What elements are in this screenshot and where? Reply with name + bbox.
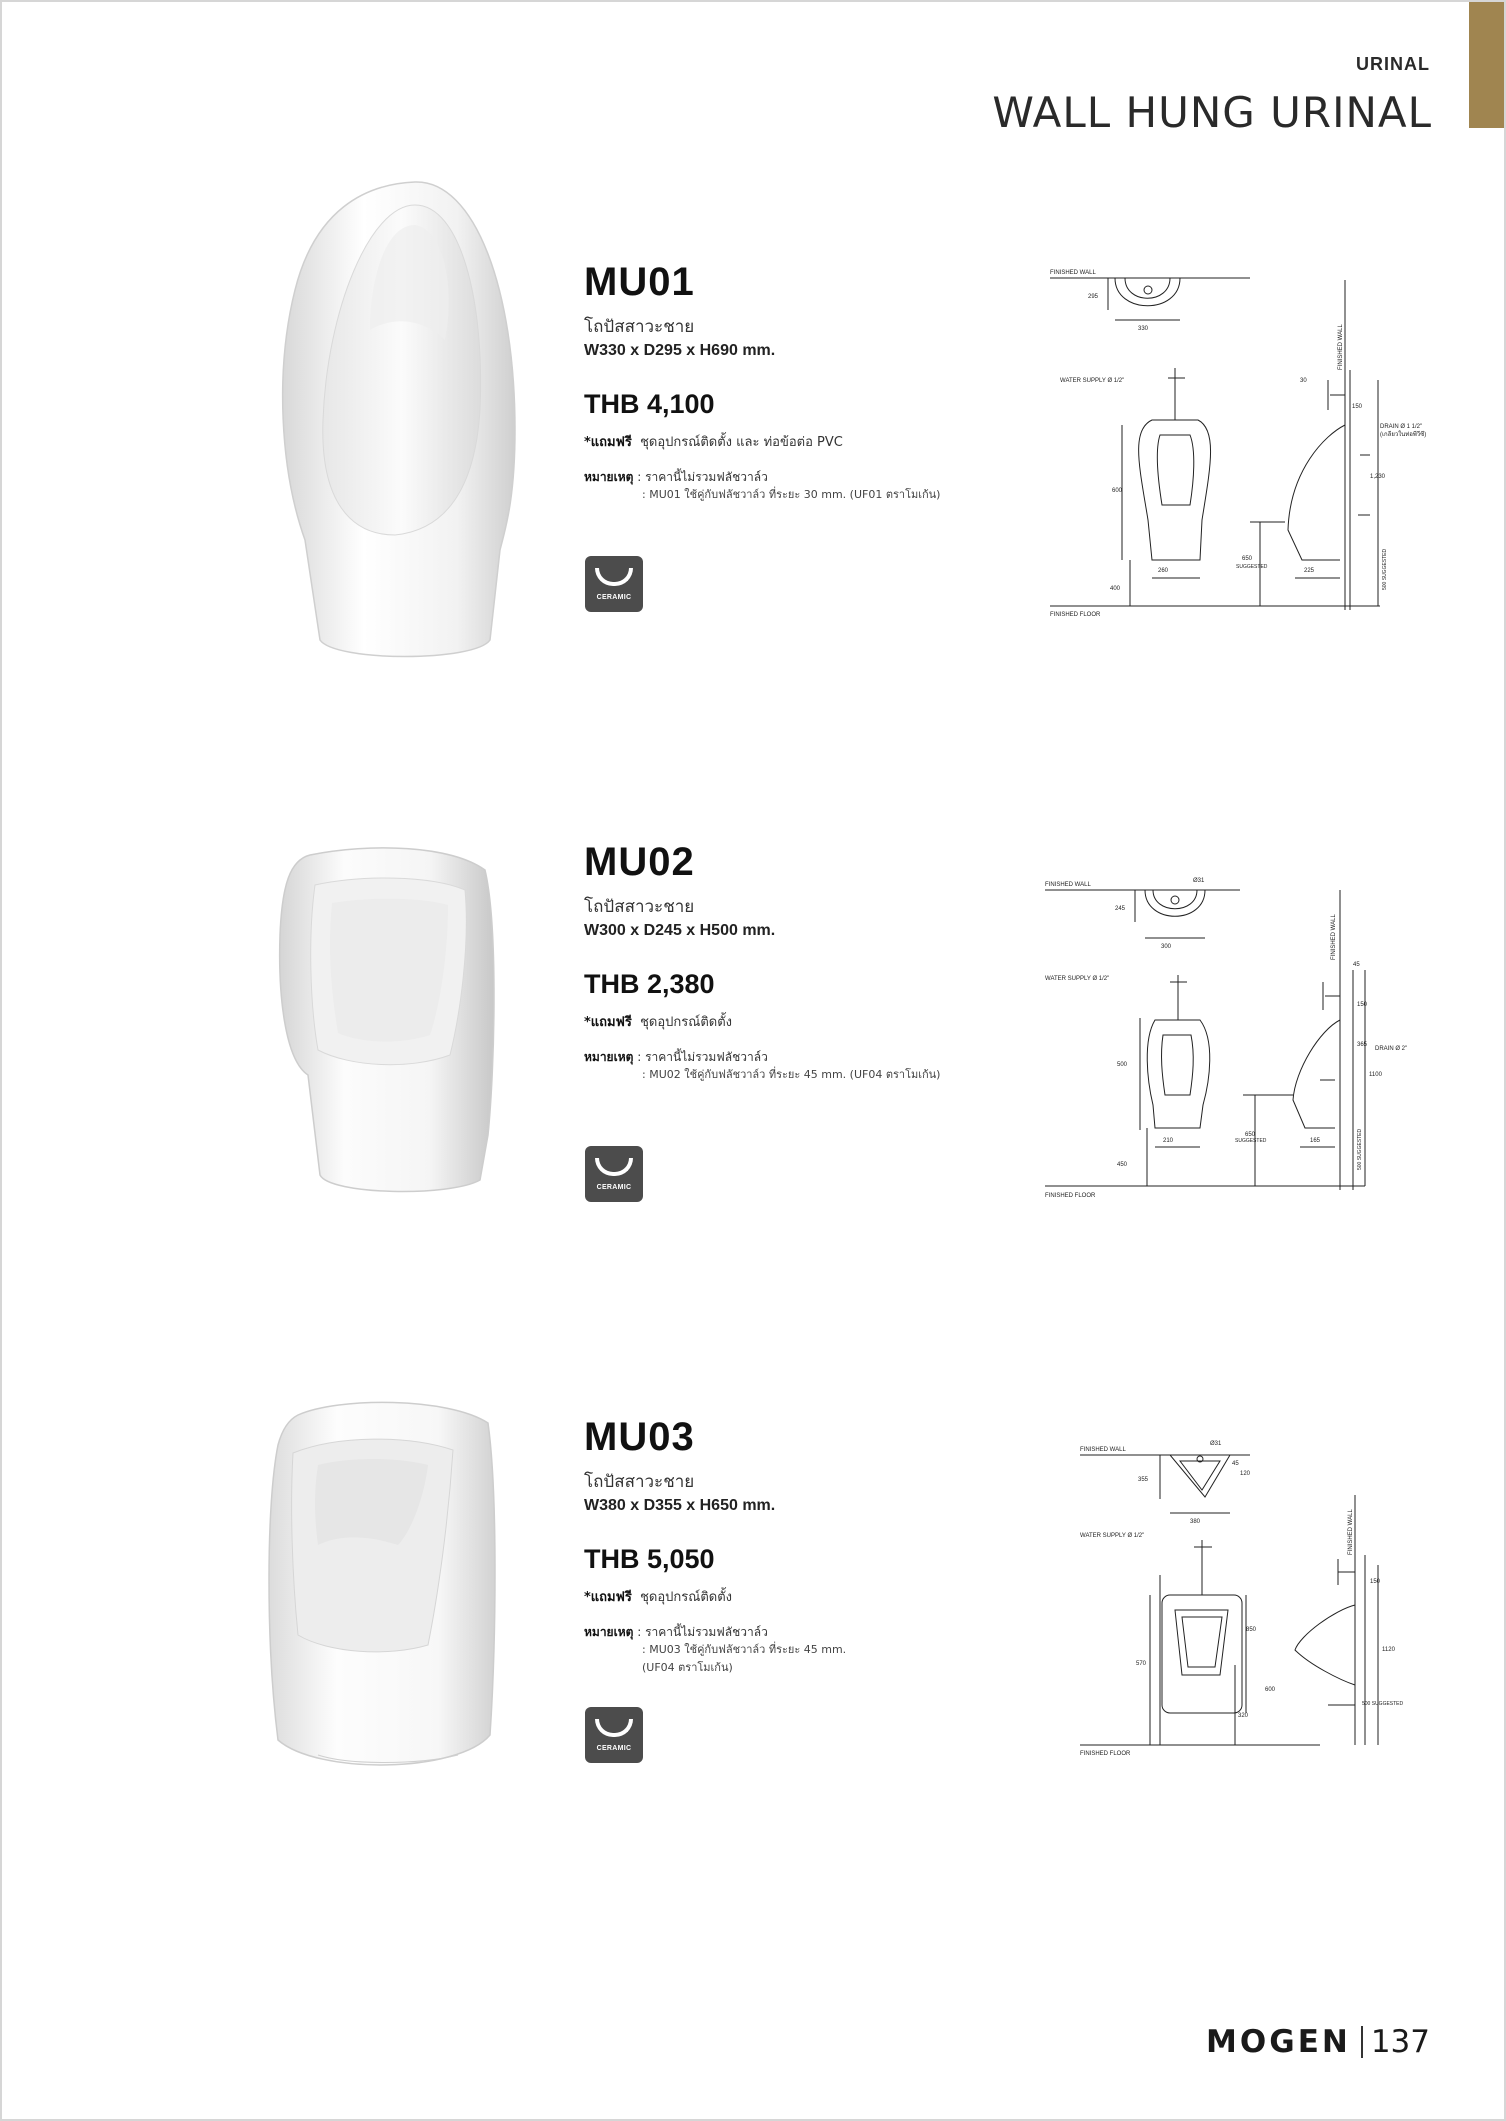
product-name: โถปัสสาวะชาย (584, 897, 695, 917)
dim-height: 500 (1117, 1062, 1128, 1068)
ceramic-icon (585, 1707, 643, 1763)
product-price: THB 5,050 (584, 1544, 715, 1574)
dim-offset: 45 (1232, 1461, 1239, 1467)
product-name: โถปัสสาวะชาย (584, 317, 695, 337)
dim-outlet: 260 (1158, 568, 1169, 574)
free-items (584, 1014, 1004, 1032)
free-label: *แถมฟรี (584, 435, 632, 450)
dim-projection: 165 (1310, 1138, 1321, 1144)
suggested-label: 500 SUGGESTED (1362, 1701, 1404, 1707)
suggested-label: SUGGESTED (1235, 1138, 1267, 1144)
finished-floor-label: FINISHED FLOOR (1050, 612, 1101, 618)
dim-width: 300 (1161, 944, 1172, 950)
brand-logo: MOGEN (1206, 2024, 1351, 2060)
dim-spud: Ø31 (1193, 878, 1205, 884)
model-code: MU02 (584, 840, 695, 884)
material-label: CERAMIC (596, 594, 632, 601)
water-supply-label: WATER SUPPLY Ø 1/2" (1045, 976, 1110, 982)
water-supply-label: WATER SUPPLY Ø 1/2" (1060, 378, 1125, 384)
dim-mount: 650 (1242, 556, 1253, 562)
dim-depth: 245 (1115, 906, 1126, 912)
dim-floor: 400 (1110, 586, 1121, 592)
note-label: หมายเหตุ (584, 470, 634, 484)
model-code: MU01 (584, 260, 695, 304)
dim-total: 1,230 (1370, 474, 1386, 480)
note-line-2: : MU01 ใช้คู่กับฟลัชวาล์ว ที่ระยะ 30 mm. (UF01 ตราโมเก้น) (642, 488, 941, 501)
product-name: โถปัสสาวะชาย (584, 1472, 695, 1492)
section-category: URINAL (1356, 54, 1430, 74)
ceramic-icon (585, 556, 643, 612)
section-tab (1469, 0, 1506, 128)
note (584, 1048, 1004, 1066)
note-label: หมายเหตุ (584, 1050, 634, 1064)
dim-width: 330 (1138, 326, 1149, 332)
footer-divider (1361, 2026, 1363, 2058)
finished-wall-vertical: FINISHED WALL (1331, 914, 1337, 960)
material-label: CERAMIC (596, 1184, 632, 1191)
free-items (584, 434, 1004, 452)
finished-floor-label: FINISHED FLOOR (1045, 1193, 1096, 1199)
dim-width: 380 (1190, 1519, 1201, 1525)
note (584, 468, 1004, 486)
page-footer (1206, 2024, 1430, 2060)
page-number: 137 (1370, 2024, 1430, 2060)
dim-spud: Ø31 (1210, 1441, 1222, 1447)
note-line-1: : ราคานี้ไม่รวมฟลัชวาล์ว (637, 470, 768, 484)
product-price: THB 2,380 (584, 969, 715, 999)
dim-floor: 320 (1238, 1713, 1249, 1719)
dim-outlet: 210 (1163, 1138, 1174, 1144)
product-image (275, 170, 525, 665)
dim-total: 1100 (1369, 1072, 1382, 1078)
dim-depth: 355 (1138, 1477, 1149, 1483)
product-info (584, 260, 1004, 504)
material-label: CERAMIC (596, 1745, 632, 1752)
dim-spud-height: 120 (1240, 1471, 1251, 1477)
note-label: หมายเหตุ (584, 1625, 634, 1639)
finished-wall-label: FINISHED WALL (1050, 270, 1096, 276)
dim-drain: 365 (1357, 1042, 1368, 1048)
dim-inlet: 150 (1357, 1002, 1368, 1008)
finished-floor-label: FINISHED FLOOR (1080, 1751, 1131, 1757)
note-line-2: : MU03 ใช้คู่กับฟลัชวาล์ว ที่ระยะ 45 mm. (642, 1643, 847, 1656)
note-line-2: : MU02 ใช้คู่กับฟลัชวาล์ว ที่ระยะ 45 mm. (UF04 ตราโมเก้น) (642, 1068, 941, 1081)
finished-wall-label: FINISHED WALL (1080, 1447, 1126, 1453)
product-dimensions: W300 x D245 x H500 mm. (584, 922, 776, 939)
product-dimensions: W380 x D355 x H650 mm. (584, 1497, 776, 1514)
suggested-vertical: 500 SUGGESTED (1382, 548, 1388, 590)
dim-mount: 850 (1246, 1627, 1257, 1633)
water-supply-label: WATER SUPPLY Ø 1/2" (1080, 1533, 1145, 1539)
free-items-text: ชุดอุปกรณ์ติดตั้ง (640, 1590, 732, 1605)
finished-wall-label: FINISHED WALL (1045, 882, 1091, 888)
technical-drawing (1070, 1435, 1430, 1765)
product-dimensions: W330 x D295 x H690 mm. (584, 342, 776, 359)
dim-depth: 295 (1088, 294, 1099, 300)
dim-inlet: 150 (1370, 1579, 1381, 1585)
dim-mount: 650 (1245, 1132, 1256, 1138)
note-line-1: : ราคานี้ไม่รวมฟลัชวาล์ว (637, 1050, 768, 1064)
dim-floor-offset: 600 (1265, 1687, 1276, 1693)
dim-height: 570 (1136, 1661, 1147, 1667)
drain-label: DRAIN Ø 2" (1375, 1046, 1408, 1052)
dim-height: 600 (1112, 488, 1123, 494)
suggested-vertical: 500 SUGGESTED (1357, 1128, 1363, 1170)
dim-projection: 225 (1304, 568, 1315, 574)
note-line-1: : ราคานี้ไม่รวมฟลัชวาล์ว (637, 1625, 768, 1639)
product-image (270, 845, 500, 1200)
dim-total: 1120 (1382, 1647, 1395, 1653)
note-line-3: (UF04 ตราโมเก้น) (642, 1661, 733, 1674)
ceramic-icon (585, 1146, 643, 1202)
product-info (584, 840, 1004, 1084)
dim-offset: 45 (1353, 962, 1360, 968)
drain-label: DRAIN Ø 1 1/2" (1380, 424, 1423, 430)
drain-sub-label: (เกลียวในท่อพีวีซี) (1380, 432, 1427, 438)
free-label: *แถมฟรี (584, 1590, 632, 1605)
product-image (258, 1395, 503, 1780)
page-title: WALL HUNG URINAL (992, 88, 1432, 137)
product-price: THB 4,100 (584, 389, 715, 419)
finished-wall-vertical: FINISHED WALL (1338, 324, 1344, 370)
suggested-label: SUGGESTED (1236, 564, 1268, 570)
dim-inlet: 150 (1352, 404, 1363, 410)
free-label: *แถมฟรี (584, 1015, 632, 1030)
dim-floor: 450 (1117, 1162, 1128, 1168)
product-info (584, 1415, 1004, 1677)
model-code: MU03 (584, 1415, 695, 1459)
finished-wall-vertical: FINISHED WALL (1348, 1509, 1354, 1555)
note (584, 1623, 1004, 1641)
technical-drawing (1040, 260, 1427, 620)
free-items-text: ชุดอุปกรณ์ติดตั้ง (640, 1015, 732, 1030)
technical-drawing (1035, 870, 1435, 1200)
dim-offset: 30 (1300, 378, 1307, 384)
free-items-text: ชุดอุปกรณ์ติดตั้ง และ ท่อข้อต่อ PVC (640, 435, 843, 450)
free-items (584, 1589, 1004, 1607)
